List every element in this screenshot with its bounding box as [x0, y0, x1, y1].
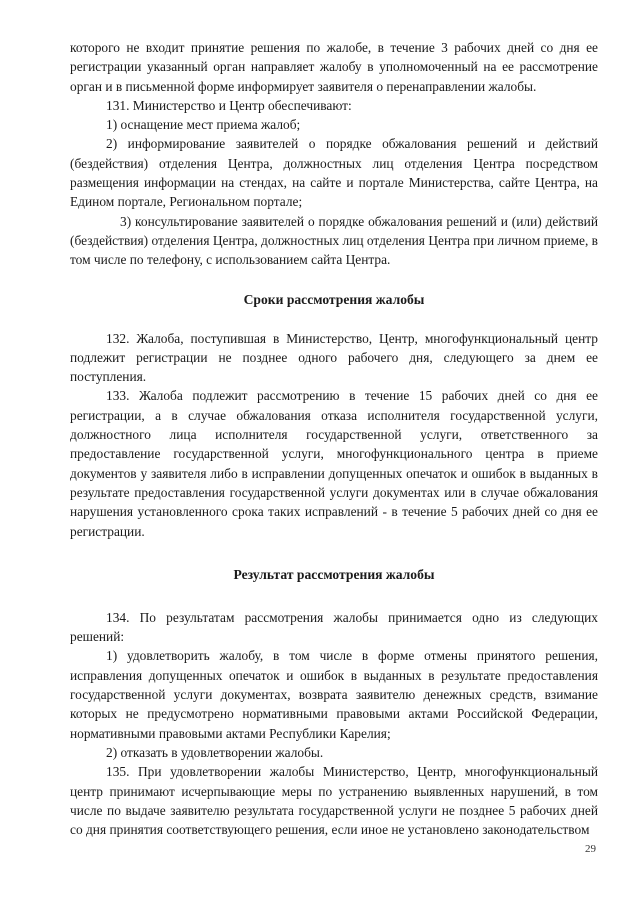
list-item-131-1: 1) оснащение мест приема жалоб; [106, 117, 301, 133]
paragraph-133: 133. Жалоба подлежит рассмотрению в течение 15 рабочих дней со дня ее регистрации, а в случае обжалования отказа исполнителя государственной услуги, должностного лица исполнителя государственной услуги, ответственного за предоставление государственной услуги, многофункционального центра в приеме документов у заявителя либо в исправлении допущенных опечаток и ошибок в выданных в результате предоставления государственной услуги документах или в случае обжалования нарушения установленного срока таких исправлений - в течение 5 рабочих дней со дня ее регистрации. [70, 388, 598, 539]
document-body [70, 38, 598, 839]
list-item-131-2: 2) информирование заявителей о порядке обжалования решений и действий (бездействия) отделения Центра, должностных лиц отделения Центра посредством размещения информации на стендах, на сайте и портале Министерства, сайте Центра, на Едином портале, Региональном портале; [70, 136, 598, 210]
section-heading-result: Результат рассмотрения жалобы [233, 566, 435, 582]
list-item-134-1: 1) удовлетворить жалобу, в том числе в форме отмены принятого решения, исправления допущенных опечаток и ошибок в выданных в результате предоставления государственной услуги документах, возврата заявителю денежных средств, взимание которых не предусмотрено нормативными правовыми актами Российской Федерации, нормативными правовыми актами Республики Карелия; [70, 648, 598, 741]
page-number: 29 [585, 843, 596, 855]
paragraph-continuation: которого не входит принятие решения по жалобе, в течение 3 рабочих дней со дня ее регистрации указанный орган направляет жалобу в уполномоченный на ее рассмотрение орган и в письменной форме информирует заявителя о перенаправлении жалобы. [70, 40, 598, 94]
paragraph-131: 131. Министерство и Центр обеспечивают: [106, 97, 352, 113]
paragraph-134: 134. По результатам рассмотрения жалобы принимается одно из следующих решений: [70, 609, 598, 645]
paragraph-135: 135. При удовлетворении жалобы Министерство, Центр, многофункциональный центр принимают исчерпывающие меры по устранению выявленных нарушений, в том числе по выдаче заявителю результата государственной услуги не позднее 5 рабочих дней со дня принятия соответствующего решения, если иное не установлено законодательством [70, 764, 598, 838]
paragraph-132: 132. Жалоба, поступившая в Министерство, Центр, многофункциональный центр подлежит регистрации не позднее одного рабочего дня, следующего за днем ее поступления. [70, 330, 598, 385]
list-item-134-2: 2) отказать в удовлетворении жалобы. [106, 744, 324, 760]
section-heading-terms: Сроки рассмотрения жалобы [243, 291, 425, 307]
list-item-131-3: 3) консультирование заявителей о порядке обжалования решений и (или) действий (бездействия) отделения Центра, должностных лиц отделения Центра при личном приеме, в том числе по телефону, с использованием сайта Центра. [70, 213, 598, 268]
